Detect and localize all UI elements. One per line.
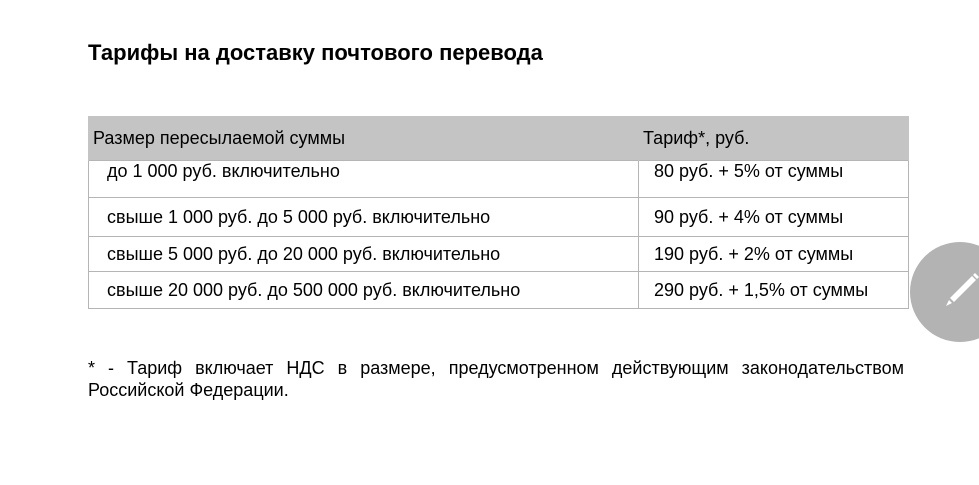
amount-cell [89,161,639,198]
amount-text: свыше 20 000 руб. до 500 000 руб. включительно [107,279,521,300]
pencil-icon [940,268,979,312]
amount-cell [89,272,639,309]
table-header-row [89,116,909,161]
tariff-cell [639,237,909,272]
tariff-text: 80 руб. + 5% от суммы [654,161,844,181]
tariff-cell [639,198,909,237]
header-amount: Размер пересылаемой суммы [89,116,639,161]
edit-button[interactable] [910,242,979,342]
table-row [89,237,909,272]
document-title: Тарифы на доставку почтового перевода [88,40,543,65]
tariff-text: 90 руб. + 4% от суммы [654,206,844,227]
footnote: * - Тариф включает НДС в размере, предусмотренном действующим законодательством Российской Федерации. [88,358,904,400]
tariff-cell [639,272,909,309]
amount-text: до 1 000 руб. включительно [107,161,340,181]
amount-cell [89,237,639,272]
amount-cell [89,198,639,237]
tariff-table [88,116,909,309]
table-row [89,161,909,198]
tariff-text: 290 руб. + 1,5% от суммы [654,279,869,300]
header-tariff: Тариф*, руб. [639,116,909,161]
table-row [89,272,909,309]
tariff-cell [639,161,909,198]
amount-text: свыше 1 000 руб. до 5 000 руб. включительно [107,206,491,227]
tariff-text: 190 руб. + 2% от суммы [654,243,854,264]
table-row [89,198,909,237]
amount-text: свыше 5 000 руб. до 20 000 руб. включительно [107,243,501,264]
